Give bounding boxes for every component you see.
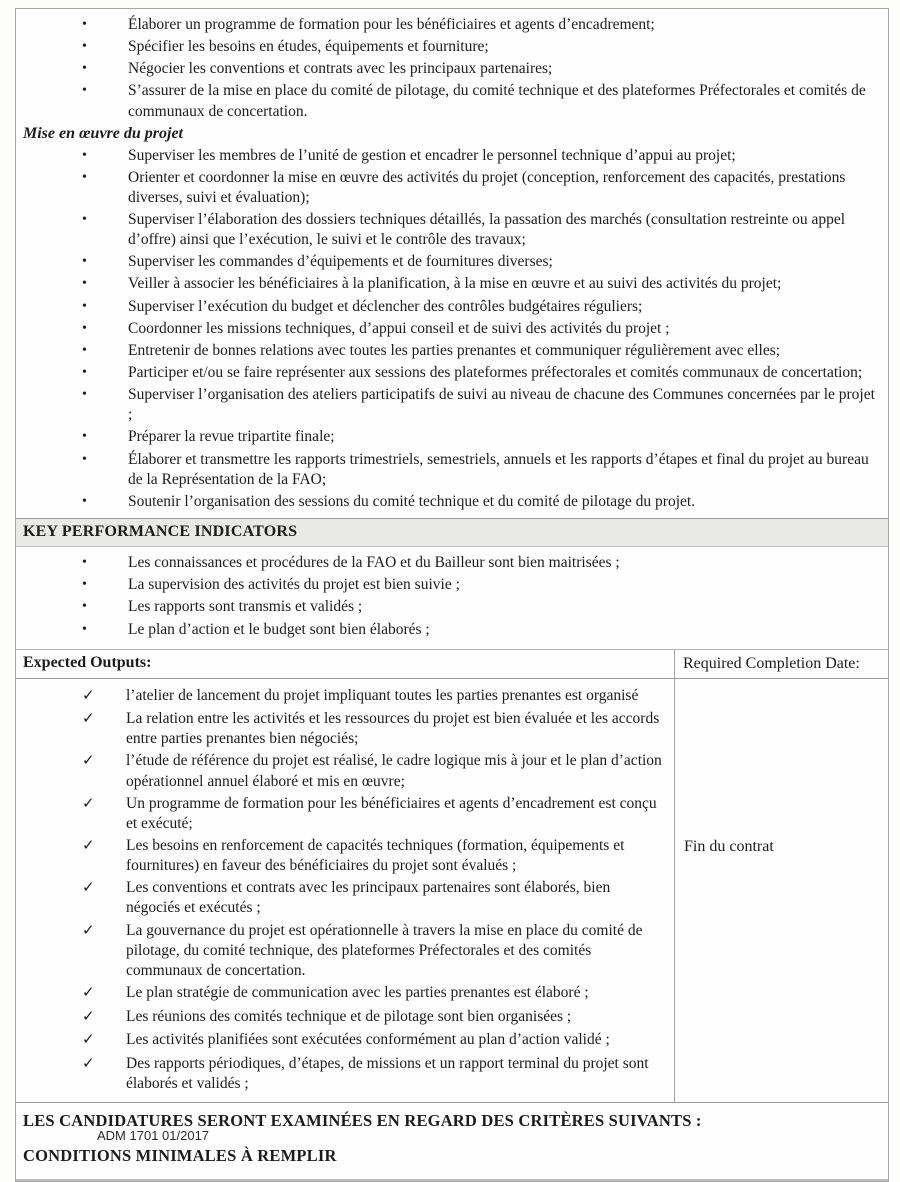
form-number: ADM 1701 01/2017 xyxy=(97,1128,210,1143)
completion-date-value: Fin du contrat xyxy=(684,837,774,855)
list-item xyxy=(16,168,880,208)
list-item-text: Élaborer et transmettre les rapports trimestriels, semestriels, annuels et les rapports d’étapes et final du projet au bureau de la Représentation de la FAO; xyxy=(128,450,869,488)
list-item xyxy=(16,878,664,918)
list-item xyxy=(16,1030,664,1052)
kpi-list xyxy=(16,553,880,640)
bullet-icon: • xyxy=(82,599,87,615)
list-item-text: Participer et/ou se faire représenter aux sessions des plateformes préfectorales et comités communaux de concertation; xyxy=(128,364,863,382)
expected-outputs-label: Expected Outputs: xyxy=(23,653,152,671)
criteria-heading: LES CANDIDATURES SERONT EXAMINÉES EN REGARD DES CRITÈRES SUIVANTS : xyxy=(23,1110,702,1130)
bullet-icon: • xyxy=(82,365,87,381)
list-item xyxy=(16,252,880,272)
list-item xyxy=(16,319,880,339)
list-item-text: Superviser l’élaboration des dossiers techniques détaillés, la passation des marchés (consultation restreinte ou appel d’offre) ainsi que l’exécution, le suivi et le contrôle des travaux; xyxy=(128,210,846,249)
list-item xyxy=(16,794,664,834)
list-item-text: Élaborer un programme de formation pour les bénéficiaires et agents d’encadrement; xyxy=(128,16,655,33)
bullet-icon: • xyxy=(82,320,87,336)
list-item-text: Spécifier les besoins en études, équipements et fourniture; xyxy=(128,38,489,56)
terms-of-reference-table xyxy=(15,8,889,1182)
bullet-icon: • xyxy=(82,169,87,185)
bullet-icon: • xyxy=(82,61,87,77)
bullet-icon: • xyxy=(82,39,87,55)
list-item xyxy=(16,81,880,121)
list-item xyxy=(16,1054,664,1094)
minimum-conditions-heading: CONDITIONS MINIMALES À REMPLIR xyxy=(23,1145,337,1165)
list-item-text: Coordonner les missions techniques, d’appui conseil et de suivi des activités du projet ; xyxy=(128,319,670,337)
list-item-text: Préparer la revue tripartite finale; xyxy=(128,428,335,446)
mise-en-oeuvre-heading: Mise en œuvre du projet xyxy=(23,124,183,142)
list-item xyxy=(16,492,880,512)
checkmark-icon: ✓ xyxy=(82,837,95,854)
checkmark-icon: ✓ xyxy=(82,795,95,812)
list-item-text: Des rapports périodiques, d’étapes, de missions et un rapport terminal du projet sont élaborés et validés ; xyxy=(126,1054,649,1092)
outputs-list xyxy=(16,686,664,1094)
list-item-text: Superviser l’exécution du budget et déclencher des contrôles budgétaires réguliers; xyxy=(128,297,643,315)
completion-date-header-cell xyxy=(674,650,888,678)
bullet-icon: • xyxy=(82,493,87,509)
bullet-icon: • xyxy=(82,577,87,593)
list-item-text: La relation entre les activités et les ressources du projet est bien évaluée et les accords entre parties prenantes bien négociés; xyxy=(126,710,660,748)
list-item xyxy=(16,341,880,361)
list-item xyxy=(16,836,664,876)
list-item xyxy=(16,575,880,595)
list-item xyxy=(16,921,664,981)
duties-top-list xyxy=(16,15,880,122)
checkmark-icon: ✓ xyxy=(82,1055,95,1072)
bullet-icon: • xyxy=(82,429,87,445)
list-item-text: La supervision des activités du projet est bien suivie ; xyxy=(128,576,460,594)
list-item-text: Le plan stratégie de communication avec les parties prenantes est élaboré ; xyxy=(126,983,589,1001)
bullet-icon: • xyxy=(82,342,87,358)
list-item-text: Le plan d’action et le budget sont bien élaborés ; xyxy=(128,620,430,638)
list-item xyxy=(16,709,664,749)
list-item-text: Les connaissances et procédures de la FAO et du Bailleur sont bien maitrisées ; xyxy=(128,554,620,572)
bullet-icon: • xyxy=(82,17,87,32)
bullet-icon: • xyxy=(82,555,87,571)
outputs-header-row xyxy=(16,650,888,679)
list-item xyxy=(16,983,664,1005)
list-item xyxy=(16,620,880,640)
bullet-icon: • xyxy=(82,387,87,403)
required-completion-date-label: Required Completion Date: xyxy=(683,654,860,672)
kpi-section xyxy=(16,547,888,650)
list-item xyxy=(16,15,880,35)
list-item-text: S’assurer de la mise en place du comité de pilotage, du comité technique et des plateformes Préfectorales et comités de communaux de concertation. xyxy=(128,82,866,120)
list-item-text: Soutenir l’organisation des sessions du comité technique et du comité de pilotage du projet. xyxy=(128,492,696,510)
bullet-icon: • xyxy=(82,83,87,99)
list-item xyxy=(16,59,880,79)
list-item xyxy=(16,751,664,791)
bullet-icon: • xyxy=(82,451,87,467)
list-item xyxy=(16,146,880,166)
list-item xyxy=(16,363,880,383)
list-item-text: Les conventions et contrats avec les principaux partenaires sont élaborés, bien négociés et exécutés ; xyxy=(126,879,611,917)
list-item-text: Un programme de formation pour les bénéficiaires et agents d’encadrement est conçu et exécuté; xyxy=(126,794,657,832)
list-item-text: l’atelier de lancement du projet impliquant toutes les parties prenantes est organisé xyxy=(126,686,639,704)
list-item-text: Superviser les membres de l’unité de gestion et encadrer le personnel technique d’appui au projet; xyxy=(128,146,736,164)
list-item xyxy=(16,297,880,317)
list-item-text: La gouvernance du projet est opérationnelle à travers la mise en place du comité de pilotage, du comité technique, des plateformes Préfectorales et des comités communaux de concertation. xyxy=(126,921,643,979)
list-item-text: l’étude de référence du projet est réalisé, le cadre logique mis à jour et le plan d’action opérationnel annuel élaboré et mis en œuvre; xyxy=(126,752,662,790)
list-item xyxy=(16,37,880,57)
kpi-section-header xyxy=(16,518,888,547)
list-item xyxy=(16,686,664,708)
bullet-icon: • xyxy=(82,211,87,227)
list-item xyxy=(16,385,880,425)
list-item xyxy=(16,274,880,294)
list-item-text: Entretenir de bonnes relations avec toutes les parties prenantes et communiquer régulièrement avec elles; xyxy=(128,341,781,359)
list-item-text: Les rapports sont transmis et validés ; xyxy=(128,598,363,616)
list-item-text: Les besoins en renforcement de capacités techniques (formation, équipements et fournitures) en faveur des bénéficiaires du projet sont évalués ; xyxy=(126,836,625,875)
checkmark-icon: ✓ xyxy=(82,753,95,770)
bullet-icon: • xyxy=(82,621,87,637)
list-item xyxy=(16,210,880,250)
list-item xyxy=(16,1007,664,1029)
bullet-icon: • xyxy=(82,147,87,163)
checkmark-icon: ✓ xyxy=(82,922,95,939)
outputs-list-cell xyxy=(16,679,674,1102)
bullet-icon: • xyxy=(82,276,87,292)
kpi-section-title: KEY PERFORMANCE INDICATORS xyxy=(23,523,298,541)
checkmark-icon: ✓ xyxy=(82,1032,95,1049)
duties-section xyxy=(16,9,888,518)
outputs-body-row xyxy=(16,679,888,1102)
checkmark-icon: ✓ xyxy=(82,1008,95,1025)
list-item-text: Veiller à associer les bénéficiaires à la planification, à la mise en œuvre et au suivi des activités du projet; xyxy=(128,275,782,293)
mise-en-oeuvre-list xyxy=(16,146,880,513)
checkmark-icon: ✓ xyxy=(82,984,95,1001)
list-item-text: Superviser les commandes d’équipements et de fournitures diverses; xyxy=(128,253,553,271)
list-item xyxy=(16,427,880,447)
list-item-text: Les réunions des comités technique et de pilotage sont bien organisées ; xyxy=(126,1007,572,1025)
list-item xyxy=(16,553,880,573)
outputs-header-cell xyxy=(16,650,674,678)
list-item xyxy=(16,450,880,490)
checkmark-icon: ✓ xyxy=(82,711,95,728)
completion-date-cell xyxy=(674,679,888,1102)
list-item-text: Négocier les conventions et contrats avec les principaux partenaires; xyxy=(128,60,553,78)
list-item-text: Les activités planifiées sont exécutées conformément au plan d’action validé ; xyxy=(126,1031,610,1049)
bullet-icon: • xyxy=(82,254,87,270)
list-item-text: Superviser l’organisation des ateliers participatifs de suivi au niveau de chacune des Communes concernées par le projet ; xyxy=(128,386,875,424)
checkmark-icon: ✓ xyxy=(82,880,95,897)
list-item xyxy=(16,597,880,617)
list-item-text: Orienter et coordonner la mise en œuvre des activités du projet (conception, renforcement des capacités, prestations diverses, suivi et évaluation); xyxy=(128,168,846,206)
checkmark-icon: ✓ xyxy=(82,687,95,704)
bullet-icon: • xyxy=(82,298,87,314)
